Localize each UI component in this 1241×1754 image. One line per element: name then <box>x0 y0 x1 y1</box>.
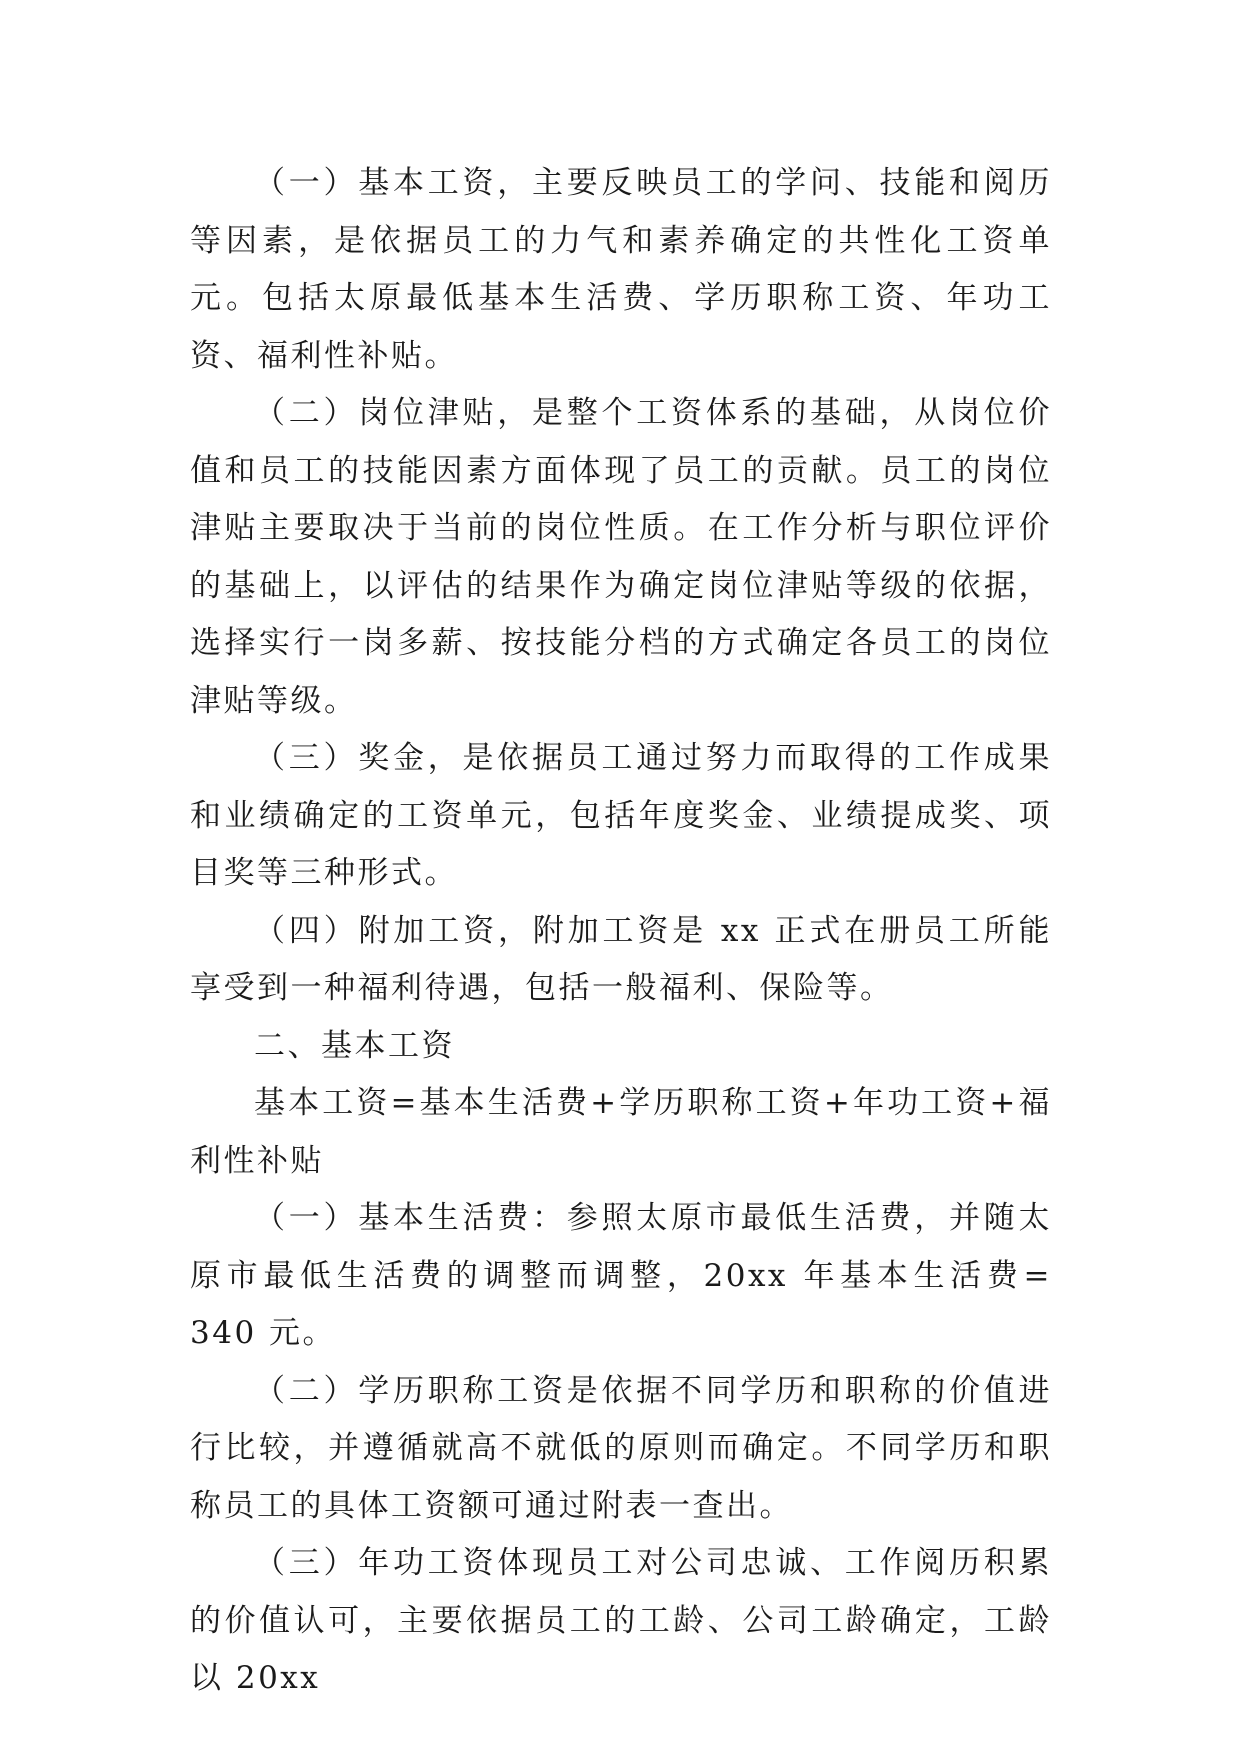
paragraph-living-expense: （一）基本生活费：参照太原市最低生活费，并随太原市最低生活费的调整而调整，20xx 年基本生活费= 340 元。 <box>190 1200 1052 1351</box>
paragraph-basic-wage: （一）基本工资，主要反映员工的学问、技能和阅历等因素，是依据员工的力气和素养确定的共性化工资单元。包括太原最低基本生活费、学历职称工资、年功工资、福利性补贴。 <box>190 165 1052 374</box>
document-body <box>190 155 1052 1708</box>
section-heading-basic-wage: 二、基本工资 <box>254 1027 455 1064</box>
paragraph-basic-wage-formula: 基本工资=基本生活费+学历职称工资+年功工资+福利性补贴 <box>190 1085 1052 1179</box>
paragraph-seniority-wage: （三）年功工资体现员工对公司忠诚、工作阅历积累的价值认可，主要依据员工的工龄、公司工龄确定，工龄以 20xx <box>190 1545 1052 1696</box>
paragraph-position-allowance: （二）岗位津贴，是整个工资体系的基础，从岗位价值和员工的技能因素方面体现了员工的贡献。员工的岗位津贴主要取决于当前的岗位性质。在工作分析与职位评价的基础上，以评估的结果作为确定岗位津贴等级的依据，选择实行一岗多薪、按技能分档的方式确定各员工的岗位津贴等级。 <box>190 395 1052 719</box>
paragraph-bonus: （三）奖金，是依据员工通过努力而取得的工作成果和业绩确定的工资单元，包括年度奖金、业绩提成奖、项目奖等三种形式。 <box>190 740 1052 891</box>
paragraph-education-title-wage: （二）学历职称工资是依据不同学历和职称的价值进行比较，并遵循就高不就低的原则而确定。不同学历和职称员工的具体工资额可通过附表一查出。 <box>190 1372 1052 1524</box>
paragraph-additional-wage: （四）附加工资，附加工资是 xx 正式在册员工所能享受到一种福利待遇，包括一般福利、保险等。 <box>190 912 1052 1006</box>
